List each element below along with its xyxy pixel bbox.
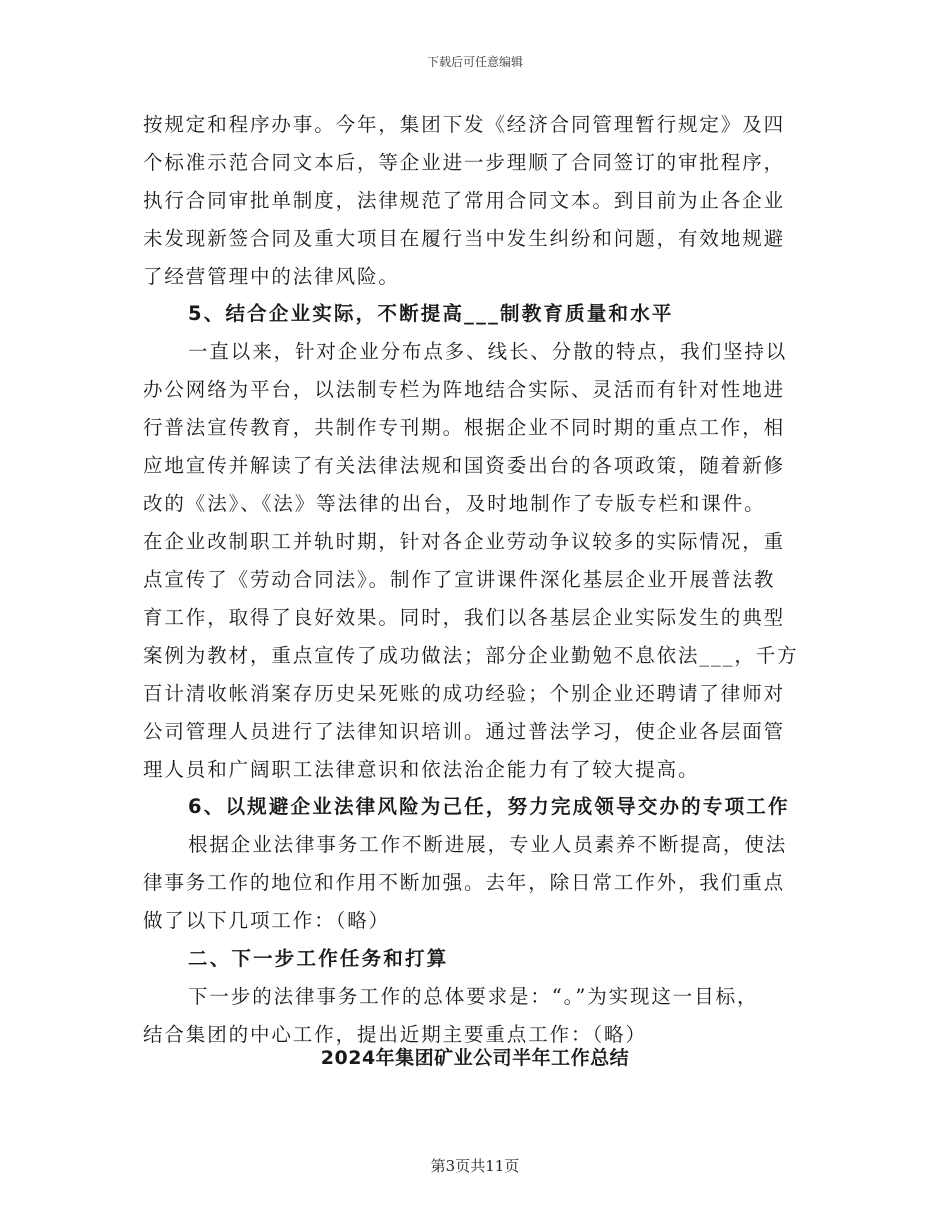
section-heading: 6、以规避企业法律风险为己任，努力完成领导交办的专项工作 bbox=[188, 795, 790, 818]
paragraph-line: 点宣传了《劳动合同法》。制作了宣讲课件深化基层企业开展普法教 bbox=[143, 568, 776, 591]
paragraph-line: 办公网络为平台，以法制专栏为阵地结合实际、灵活而有针对性地进 bbox=[143, 378, 786, 401]
section-heading: 二、下一步工作任务和打算 bbox=[188, 947, 449, 970]
document-title: 2024年集团矿业公司半年工作总结 bbox=[320, 1047, 630, 1069]
paragraph-line: 改的《法》、《法》等法律的出台，及时地制作了专版专栏和课件。 bbox=[143, 492, 766, 515]
paragraph-line: 做了以下几项工作：（略） bbox=[143, 909, 391, 932]
paragraph-line: 百计清收帐消案存历史呆死账的成功经验；个别企业还聘请了律师对 bbox=[143, 682, 786, 705]
paragraph-line: 案例为教材，重点宣传了成功做法；部分企业勤勉不息依法___，千方 bbox=[143, 644, 799, 667]
paragraph-line: 行普法宣传教育，共制作专刊期。根据企业不同时期的重点工作，相 bbox=[143, 416, 786, 439]
paragraph-line: 在企业改制职工并轨时期，针对各企业劳动争议较多的实际情况，重 bbox=[143, 530, 786, 553]
paragraph-line: 公司管理人员进行了法律知识培训。通过普法学习，使企业各层面管 bbox=[143, 720, 786, 743]
paragraph-line: 未发现新签合同及重大项目在履行当中发生纠纷和问题，有效地规避 bbox=[143, 227, 786, 250]
page-header: 下载后可任意编辑 bbox=[426, 55, 523, 69]
paragraph-line: 应地宣传并解读了有关法律法规和国资委出台的各项政策，随着新修 bbox=[143, 454, 786, 477]
paragraph-line: 结合集团的中心工作，提出近期主要重点工作：（略） bbox=[143, 1023, 647, 1046]
paragraph-line: 执行合同审批单制度，法律规范了常用合同文本。到目前为止各企业 bbox=[143, 189, 786, 212]
section-heading: 5、结合企业实际，不断提高___制教育质量和水平 bbox=[188, 302, 674, 325]
paragraph-line: 下一步的法律事务工作的总体要求是：“。”为实现这一目标， bbox=[188, 985, 759, 1008]
paragraph-line: 了经营管理中的法律风险。 bbox=[143, 265, 400, 288]
paragraph-line: 按规定和程序办事。今年，集团下发《经济合同管理暂行规定》及四 bbox=[143, 113, 786, 136]
paragraph-line: 育工作，取得了良好效果。同时，我们以各基层企业实际发生的典型 bbox=[143, 606, 786, 629]
paragraph-line: 个标准示范合同文本后，等企业进一步理顺了合同签订的审批程序， bbox=[143, 151, 786, 174]
paragraph-line: 理人员和广阔职工法律意识和依法治企能力有了较大提高。 bbox=[143, 758, 700, 781]
page-footer: 第3页共11页 bbox=[430, 1157, 520, 1175]
paragraph-line: 根据企业法律事务工作不断进展，专业人员素养不断提高，使法 bbox=[188, 833, 788, 856]
paragraph-line: 律事务工作的地位和作用不断加强。去年，除日常工作外，我们重点 bbox=[143, 871, 786, 894]
paragraph-line: 一直以来，针对企业分布点多、线长、分散的特点，我们坚持以 bbox=[188, 340, 788, 363]
